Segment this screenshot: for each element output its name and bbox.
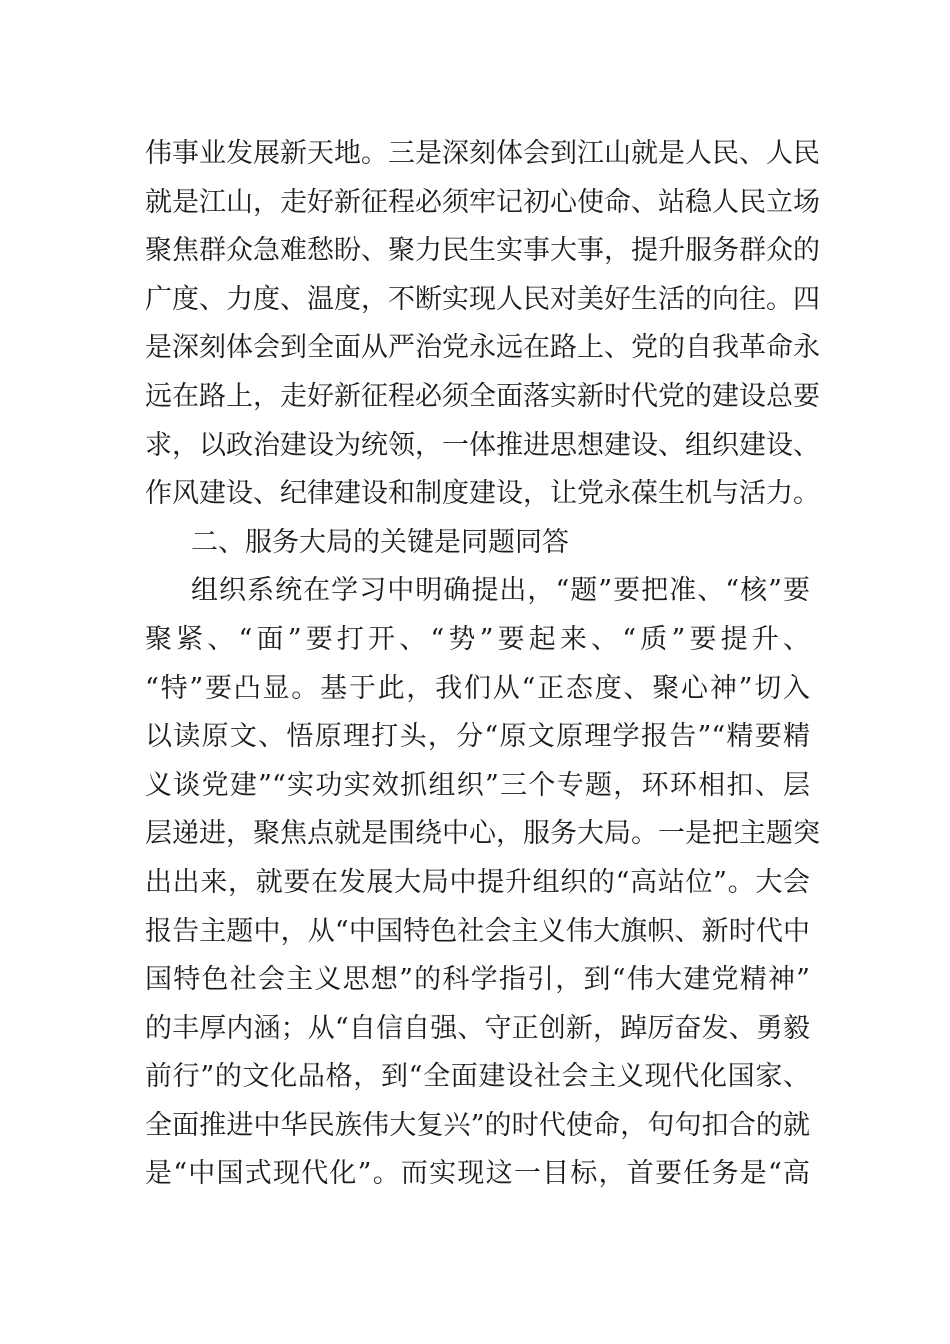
paragraph-2-line: 报告主题中，从“中国特色社会主义伟大旗帜、新时代中 bbox=[145, 915, 810, 947]
paragraph-2-line: “特”要凸显。基于此，我们从“正态度、聚心神”切入 bbox=[145, 672, 810, 704]
paragraph-2 bbox=[145, 567, 820, 1199]
paragraph-1-line: 是深刻体会到全面从严治党永远在路上、党的自我革命永 bbox=[145, 332, 820, 364]
paragraph-2-line: 组织系统在学习中明确提出，“题”要把准、“核”要 bbox=[191, 575, 810, 607]
paragraph-2-line: 出出来，就要在发展大局中提升组织的“高站位”。大会 bbox=[145, 866, 810, 898]
paragraph-2-line: 层递进，聚焦点就是围绕中心，服务大局。一是把主题突 bbox=[145, 818, 820, 850]
section-heading: 二、服务大局的关键是同题同答 bbox=[191, 526, 569, 558]
paragraph-2-line: 是“中国式现代化”。而实现这一目标，首要任务是“高 bbox=[145, 1158, 810, 1190]
paragraph-1-line: 作风建设、纪律建设和制度建设，让党永葆生机与活力。 bbox=[145, 478, 820, 510]
paragraph-1-line: 远在路上，走好新征程必须全面落实新时代党的建设总要 bbox=[145, 380, 820, 412]
paragraph-2-line: 以读原文、悟原理打头，分“原文原理学报告”“精要精 bbox=[145, 721, 810, 753]
paragraph-1-line: 伟事业发展新天地。三是深刻体会到江山就是人民、人民 bbox=[145, 138, 820, 169]
paragraph-1 bbox=[145, 130, 820, 519]
paragraph-2-line: 国特色社会主义思想”的科学指引，到“伟大建党精神” bbox=[145, 964, 810, 996]
paragraph-1-line: 广度、力度、温度，不断实现人民对美好生活的向往。四 bbox=[145, 283, 820, 315]
paragraph-2-line: 聚紧、“面”要打开、“势”要起来、“质”要提升、 bbox=[145, 623, 810, 655]
paragraph-1-line: 求，以政治建设为统领，一体推进思想建设、组织建设、 bbox=[145, 429, 820, 461]
paragraph-1-line: 聚焦群众急难愁盼、聚力民生实事大事，提升服务群众的 bbox=[145, 235, 820, 267]
paragraph-2-line: 的丰厚内涵；从“自信自强、守正创新，踔厉奋发、勇毅 bbox=[145, 1012, 810, 1044]
paragraph-2-line: 前行”的文化品格，到“全面建设社会主义现代化国家、 bbox=[145, 1061, 810, 1093]
paragraph-2-line: 全面推进中华民族伟大复兴”的时代使命，句句扣合的就 bbox=[145, 1109, 810, 1141]
document-body bbox=[145, 130, 820, 1199]
paragraph-1-line: 就是江山，走好新征程必须牢记初心使命、站稳人民立场 bbox=[145, 186, 820, 218]
paragraph-2-line: 义谈党建”“实功实效抓组织”三个专题，环环相扣、层 bbox=[145, 769, 810, 801]
